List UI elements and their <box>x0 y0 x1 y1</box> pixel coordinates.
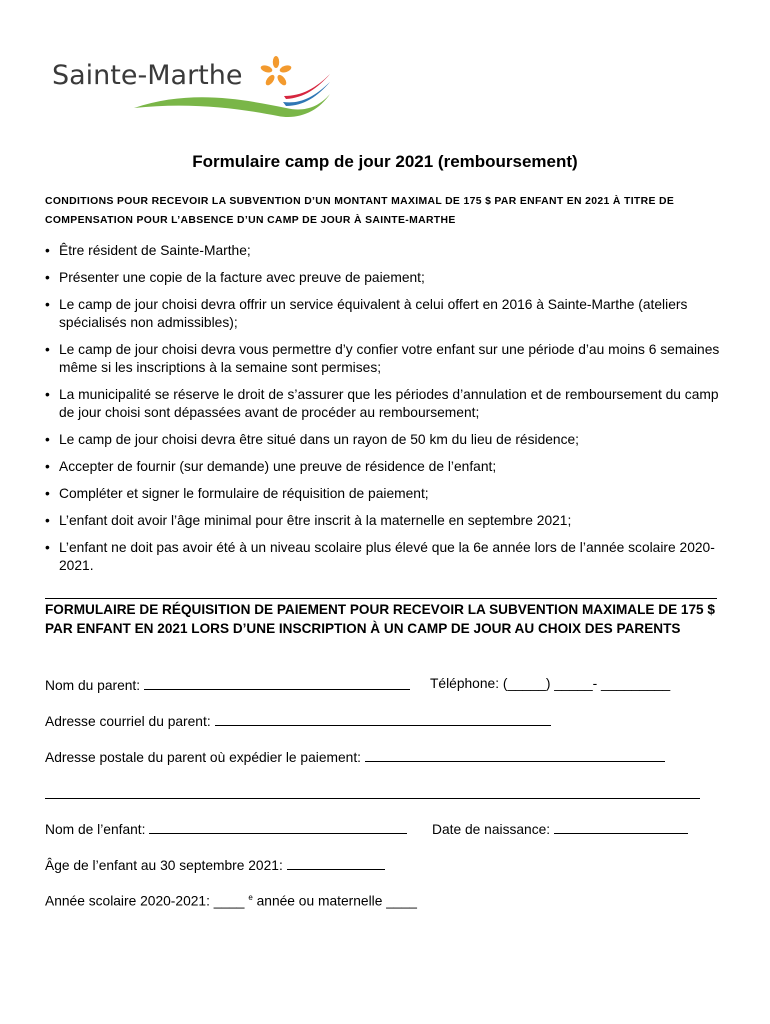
list-item: • Le camp de jour choisi devra offrir un service équivalent à celui offert en 2016 à Sainte-Marthe (ateliers spécialisés non admissibles); <box>45 297 688 330</box>
list-item: • Le camp de jour choisi devra être situé dans un rayon de 50 km du lieu de résidence; <box>45 432 579 447</box>
school-year-field[interactable] <box>45 893 417 909</box>
conditions-heading: CONDITIONS POUR RECEVOIR LA SUBVENTION D’UN MONTANT MAXIMAL DE 175 $ PAR ENFANT EN 2021 À TITRE DE COMPENSATION POUR L’ABSENCE D’UN CAMP DE JOUR À SAINTE-MARTHE <box>45 196 675 226</box>
bullet-icon: • <box>45 387 50 402</box>
ordinal-suffix: e <box>248 893 253 902</box>
parent-name-field[interactable] <box>45 676 410 693</box>
child-name-field[interactable] <box>45 820 407 837</box>
parent-name-label: Nom du parent: <box>45 678 141 693</box>
bullet-icon: • <box>45 459 50 474</box>
bullet-icon: • <box>45 270 50 285</box>
list-item: • L’enfant ne doit pas avoir été à un niveau scolaire plus élevé que la 6e année lors de l’année scolaire 2020-2021. <box>45 540 715 573</box>
list-item: • Accepter de fournir (sur demande) une preuve de résidence de l’enfant; <box>45 459 497 474</box>
form-heading: FORMULAIRE DE RÉQUISITION DE PAIEMENT POUR RECEVOIR LA SUBVENTION MAXIMALE DE 175 $ PAR ENFANT EN 2021 LORS D’UNE INSCRIPTION À UN CAMP DE JOUR AU CHOIX DES PARENTS <box>45 602 715 636</box>
bullet-icon: • <box>45 342 50 357</box>
age-label: Âge de l’enfant au 30 septembre 2021: <box>45 858 283 873</box>
bullet-icon: • <box>45 486 50 501</box>
birthdate-label: Date de naissance: <box>432 822 551 837</box>
phone-label: Téléphone: (_____) _____- _________ <box>430 676 671 691</box>
school-year-suffix: année ou maternelle <box>256 893 383 909</box>
email-field[interactable] <box>45 712 551 729</box>
document-title: Formulaire camp de jour 2021 (remboursement) <box>192 152 578 171</box>
age-line[interactable] <box>287 856 385 870</box>
list-item: • Présenter une copie de la facture avec preuve de paiement; <box>45 270 425 285</box>
postal-address-line[interactable] <box>365 748 665 762</box>
bullet-icon: • <box>45 540 50 555</box>
postal-address-line-2[interactable] <box>45 798 700 799</box>
email-label: Adresse courriel du parent: <box>45 714 211 729</box>
conditions-list <box>45 242 735 584</box>
child-name-line[interactable] <box>149 820 407 834</box>
child-name-label: Nom de l’enfant: <box>45 822 146 837</box>
birthdate-field[interactable] <box>432 820 688 837</box>
logo-wordmark: Sainte-Marthe <box>52 60 243 91</box>
school-grade-blank[interactable]: ____ <box>213 893 245 909</box>
postal-address-label: Adresse postale du parent où expédier le paiement: <box>45 750 362 765</box>
school-year-label: Année scolaire 2020-2021: <box>45 893 210 909</box>
bullet-icon: • <box>45 297 50 312</box>
section-divider <box>45 598 717 599</box>
bullet-icon: • <box>45 513 50 528</box>
list-item: • La municipalité se réserve le droit de s’assurer que les périodes d’annulation et de remboursement du camp de jour choisi sont dépassées avant de procéder au remboursement; <box>45 387 719 420</box>
email-line[interactable] <box>215 712 551 726</box>
bullet-icon: • <box>45 243 50 258</box>
kindergarten-blank[interactable]: ____ <box>386 893 417 909</box>
bullet-icon: • <box>45 432 50 447</box>
parent-name-line[interactable] <box>144 676 410 690</box>
phone-field[interactable] <box>430 676 670 691</box>
postal-address-field[interactable] <box>45 748 665 765</box>
list-item: • Compléter et signer le formulaire de réquisition de paiement; <box>45 486 429 501</box>
list-item: • Le camp de jour choisi devra vous permettre d’y confier votre enfant sur une période d’au moins 6 semaines même si les inscriptions à la semaine sont permises; <box>45 342 720 375</box>
age-field[interactable] <box>45 856 385 873</box>
list-item: • L’enfant doit avoir l’âge minimal pour être inscrit à la maternelle en septembre 2021; <box>45 513 572 528</box>
list-item: • Être résident de Sainte-Marthe; <box>45 243 251 258</box>
birthdate-line[interactable] <box>554 820 688 834</box>
sainte-marthe-logo <box>48 50 338 140</box>
